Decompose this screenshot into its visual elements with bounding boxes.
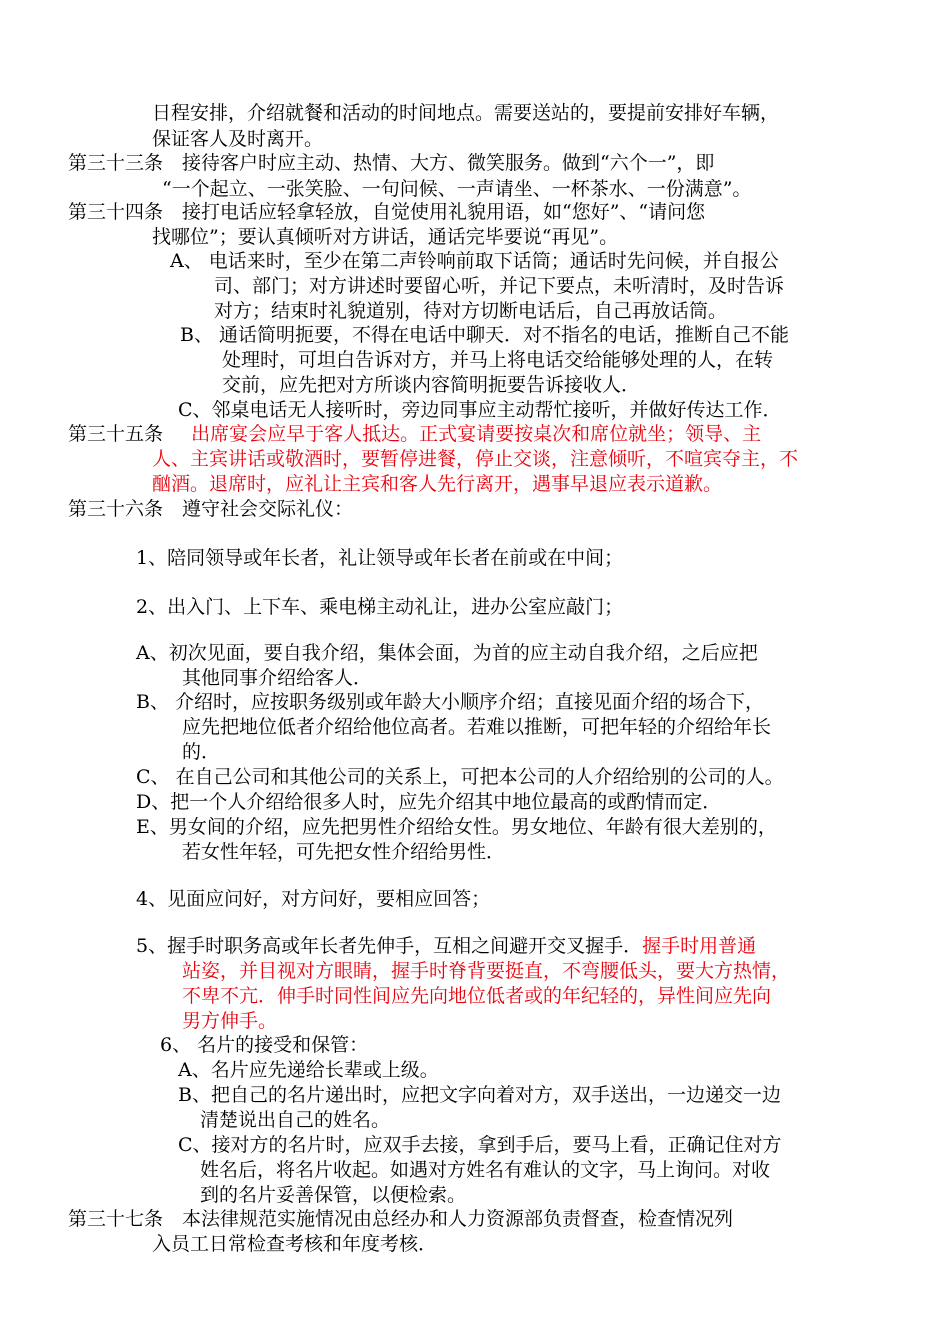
list-item-5: [136, 933, 756, 959]
list-item-d: D、把一个人介绍给很多人时，应先介绍其中地位最高的或酌情而定．: [136, 791, 722, 813]
article-35-number: 第三十五条: [68, 423, 164, 445]
text-line: 日程安排，介绍就餐和活动的时间地点。需要送站的，要提前安排好车辆，: [152, 102, 780, 124]
article-37: 第三十七条 本法律规范实施情况由总经办和人力资源部负责督查，检查情况列: [68, 1208, 734, 1230]
text-line: “一个起立、一张笑脸、一句问候、一声请坐、一杯茶水、一份满意”。: [162, 178, 752, 200]
list-item-4: 4、见面应问好，对方问好，要相应回答；: [136, 888, 491, 910]
list-item-e: E、男女间的介绍，应先把男性介绍给女性。男女地位、年龄有很大差别的，: [136, 816, 777, 838]
list-item-a: A、初次见面，要自我介绍，集体会面，为首的应主动自我介绍，之后应把: [136, 642, 758, 664]
highlighted-text: 人、主宾讲话或敬酒时，要暂停进餐，停止交谈，注意倾听，不喧宾夺主，不: [152, 448, 799, 470]
text-line: 对方；结束时礼貌道别，待对方切断电话后，自己再放话筒。: [214, 300, 728, 322]
list-item-c: C、邻桌电话无人接听时，旁边同事应主动帮忙接听，并做好传达工作．: [178, 399, 782, 421]
highlighted-text: 站姿，并目视对方眼睛，握手时脊背要挺直，不弯腰低头，要大方热情，: [182, 960, 791, 982]
text-line: 的．: [182, 741, 221, 763]
highlighted-text: 握手时用普通: [642, 935, 757, 957]
text-line: 保证客人及时离开。: [152, 128, 324, 150]
article-36: 第三十六条 遵守社会交际礼仪：: [68, 498, 354, 520]
list-item-a: A、名片应先递给长辈或上级。: [178, 1059, 439, 1081]
text-line: 司、部门；对方讲述时要留心听，并记下要点，未听清时，及时告诉: [214, 275, 785, 297]
list-item-1: 1、陪同领导或年长者，礼让领导或年长者在前或在中间；: [136, 547, 624, 569]
text-line: 姓名后，将名片收起。如遇对方姓名有难认的文字，马上询问。对收: [200, 1159, 771, 1181]
text-line: 处理时，可坦白告诉对方，并马上将电话交给能够处理的人，在转: [222, 349, 774, 371]
text-line: 到的名片妥善保管，以便检索。: [200, 1184, 467, 1206]
list-item-2: 2、出入门、上下车、乘电梯主动礼让，进办公室应敲门；: [136, 596, 624, 618]
text-line: 若女性年轻，可先把女性介绍给男性．: [182, 841, 506, 863]
text-line: 找哪位”；要认真倾听对方讲话，通话完毕要说“再见”。: [152, 226, 619, 248]
text-line: 应先把地位低者介绍给他位高者。若难以推断，可把年轻的介绍给年长: [182, 716, 772, 738]
highlighted-text: 酗酒。退席时，应礼让主宾和客人先行离开，遇事早退应表示道歉。: [152, 473, 723, 495]
list-item-c: C、 在自己公司和其他公司的关系上，可把本公司的人介绍给别的公司的人。: [136, 766, 784, 788]
article-35: [68, 421, 761, 447]
text-segment: 5、握手时职务高或年长者先伸手，互相之间避开交叉握手．: [136, 935, 643, 957]
highlighted-text: 不卑不亢．伸手时同性间应先向地位低者或的年纪轻的，异性间应先向: [182, 985, 772, 1007]
list-item-a: A、 电话来时，至少在第二声铃响前取下话筒；通话时先问候，并自报公: [170, 250, 779, 272]
text-line: 其他同事介绍给客人．: [182, 667, 373, 689]
article-33: 第三十三条 接待客户时应主动、热情、大方、微笑服务。做到“六个一”，即: [68, 152, 715, 174]
list-item-b: B、 通话简明扼要，不得在电话中聊天．对不指名的电话，推断自己不能: [180, 324, 790, 346]
list-item-c: C、接对方的名片时，应双手去接，拿到手后，要马上看，正确记住对方: [178, 1134, 782, 1156]
list-item-b: B、把自己的名片递出时，应把文字向着对方，双手送出，一边递交一边: [178, 1084, 781, 1106]
article-34: 第三十四条 接打电话应轻拿轻放，自觉使用礼貌用语，如“您好”、“请问您: [68, 201, 706, 223]
text-line: 清楚说出自己的姓名。: [200, 1109, 391, 1131]
list-item-6: 6、 名片的接受和保管：: [160, 1034, 369, 1056]
text-line: 交前，应先把对方所谈内容简明扼要告诉接收人．: [222, 374, 641, 396]
text-line: 入员工日常检查考核和年度考核．: [152, 1233, 438, 1255]
list-item-b: B、 介绍时，应按职务级别或年龄大小顺序介绍；直接见面介绍的场合下，: [136, 691, 765, 713]
highlighted-text: 男方伸手。: [182, 1010, 278, 1032]
highlighted-text: 出席宴会应早于客人抵达。正式宴请要按桌次和席位就坐；领导、主: [191, 423, 762, 445]
